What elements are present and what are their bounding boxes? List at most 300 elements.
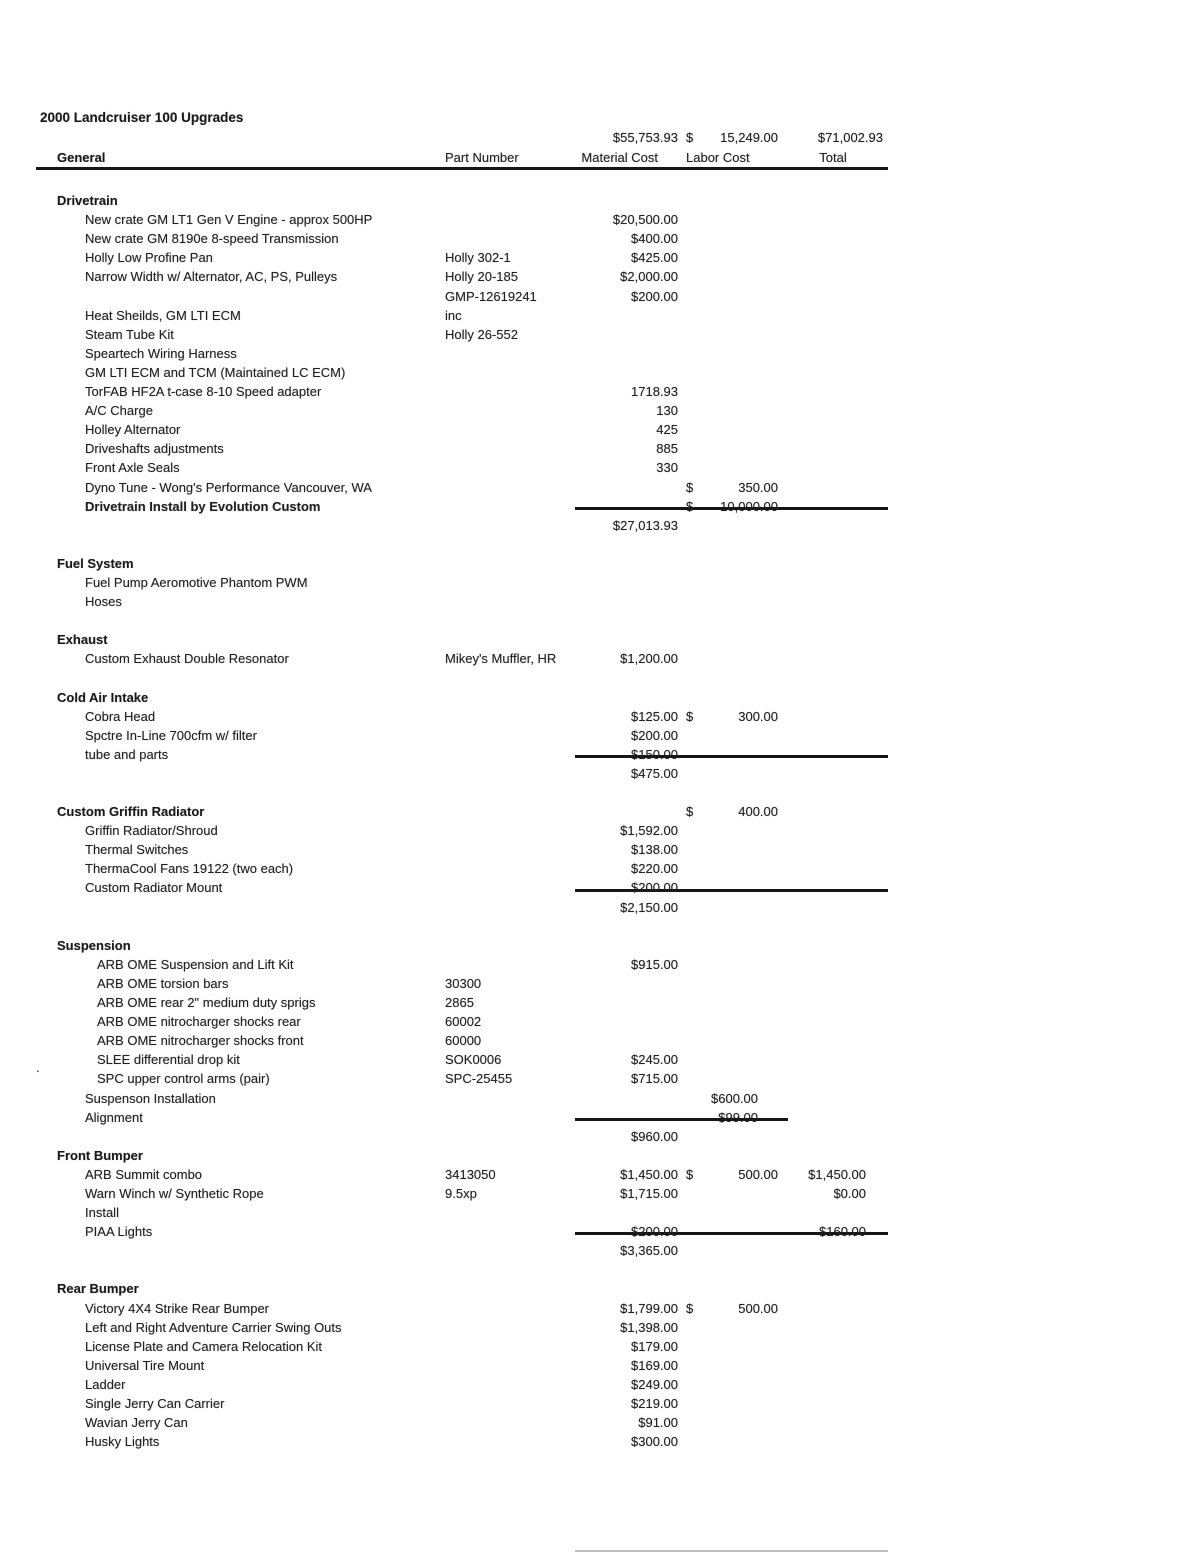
labor-cost	[678, 1146, 778, 1165]
labor-cost: 300.00	[738, 708, 778, 724]
labor-cost	[678, 688, 778, 707]
item-row	[40, 1203, 908, 1222]
material-cost	[545, 936, 678, 955]
part-number	[445, 878, 545, 897]
part-number	[445, 1241, 545, 1260]
total-cost	[778, 554, 908, 573]
total-cost	[778, 592, 908, 611]
total-cost	[778, 955, 908, 974]
item-label: New crate GM LT1 Gen V Engine - approx 500HP	[85, 212, 373, 228]
labor-cost	[678, 401, 778, 420]
grand-totals-row	[40, 128, 908, 148]
item-row	[40, 267, 908, 286]
item-row	[40, 1012, 908, 1031]
section-title: Suspension	[57, 937, 131, 953]
subtotal-material-cost: $475.00	[631, 765, 678, 781]
item-row	[40, 1031, 908, 1050]
material-cost	[545, 306, 678, 325]
labor-cost-cell	[678, 1299, 778, 1318]
item-row	[40, 325, 908, 344]
item-row	[40, 1069, 908, 1088]
part-number	[445, 1318, 545, 1337]
material-cost: $91.00	[638, 1415, 678, 1431]
item-row	[40, 1413, 908, 1432]
item-row	[40, 210, 908, 229]
part-number	[445, 1108, 545, 1127]
material-cost: $915.00	[631, 956, 678, 972]
dollar-sign: $	[686, 130, 694, 145]
material-cost	[545, 1089, 678, 1108]
item-row	[40, 1050, 908, 1069]
labor-cost: 10,000.00	[720, 498, 778, 514]
item-row	[40, 1089, 908, 1108]
labor-cost: 400.00	[738, 804, 778, 820]
labor-cost	[678, 229, 778, 248]
item-row	[40, 573, 908, 592]
spacer	[40, 917, 908, 936]
page-title: 2000 Landcruiser 100 Upgrades	[40, 110, 244, 125]
total-cost	[778, 1146, 908, 1165]
total-cost	[778, 267, 908, 286]
part-number: Holly 302-1	[445, 250, 511, 266]
total-cost	[778, 210, 908, 229]
labor-cost	[678, 764, 778, 783]
labor-cost	[678, 306, 778, 325]
dollar-sign: $	[686, 1300, 694, 1316]
material-cost	[545, 1108, 678, 1127]
subtotal-row	[40, 516, 908, 535]
section-row	[40, 554, 908, 573]
material-cost: $2,000.00	[620, 269, 678, 285]
part-number	[445, 840, 545, 859]
item-label	[40, 1241, 445, 1260]
labor-cost	[678, 458, 778, 477]
labor-cost	[678, 287, 778, 306]
section-title: Front Bumper	[57, 1147, 143, 1163]
part-number	[445, 420, 545, 439]
dollar-sign: $	[686, 1166, 694, 1182]
total-cost	[778, 1050, 908, 1069]
material-cost	[545, 497, 678, 516]
item-row	[40, 974, 908, 993]
total-cost	[778, 1337, 908, 1356]
item-label: Universal Tire Mount	[85, 1357, 205, 1373]
total-cost	[778, 745, 908, 764]
part-number	[445, 726, 545, 745]
labor-cost	[678, 1012, 778, 1031]
labor-cost	[678, 1241, 778, 1260]
part-number: inc	[445, 307, 462, 323]
item-row	[40, 229, 908, 248]
item-label: Front Axle Seals	[85, 460, 180, 476]
item-label: GM LTI ECM and TCM (Maintained LC ECM)	[85, 364, 346, 380]
subtotal-row	[40, 764, 908, 783]
part-number	[445, 745, 545, 764]
spacer	[40, 535, 908, 554]
total-cost	[778, 382, 908, 401]
part-number: 2865	[445, 995, 474, 1011]
labor-cost-cell	[678, 707, 778, 726]
part-number	[445, 554, 545, 573]
total-cost	[778, 191, 908, 210]
labor-cost	[678, 936, 778, 955]
item-row	[40, 1108, 908, 1127]
labor-cost	[678, 1184, 778, 1203]
item-row	[40, 878, 908, 897]
item-label	[40, 1127, 445, 1146]
labor-cost: $600.00	[711, 1090, 758, 1106]
item-label: ARB OME rear 2" medium duty sprigs	[97, 995, 316, 1011]
item-row	[40, 592, 908, 611]
spacer	[40, 1260, 908, 1279]
labor-cost: $99.00	[718, 1109, 758, 1125]
item-label: Drivetrain Install by Evolution Custom	[85, 498, 321, 514]
labor-cost-cell	[678, 802, 778, 821]
item-row	[40, 1299, 908, 1318]
labor-cost	[678, 1279, 778, 1298]
labor-cost	[678, 1069, 778, 1088]
material-cost	[545, 630, 678, 649]
total-cost	[778, 974, 908, 993]
part-number: 60000	[445, 1033, 482, 1049]
total-cost	[778, 859, 908, 878]
material-cost: 425	[656, 422, 678, 438]
part-number	[445, 210, 545, 229]
part-number: 30300	[445, 975, 482, 991]
item-label: ThermaCool Fans 19122 (two each)	[85, 861, 294, 877]
total-cost	[778, 726, 908, 745]
total-cost	[778, 1299, 908, 1318]
labor-cost: 350.00	[738, 479, 778, 495]
labor-cost	[678, 1318, 778, 1337]
grand-total: $71,002.93	[817, 130, 883, 145]
part-number	[445, 1299, 545, 1318]
item-label: Heat Sheilds, GM LTI ECM	[85, 307, 241, 323]
section-row	[40, 936, 908, 955]
spacer	[40, 611, 908, 630]
item-label: ARB Summit combo	[85, 1166, 203, 1182]
item-row	[40, 1394, 908, 1413]
labor-cost	[678, 955, 778, 974]
item-label: A/C Charge	[85, 403, 153, 419]
material-cost: $220.00	[631, 861, 678, 877]
total-cost	[778, 1108, 908, 1127]
grand-total-material: $55,753.93	[612, 130, 678, 145]
section-row	[40, 1279, 908, 1298]
part-number	[445, 1394, 545, 1413]
material-cost: $715.00	[631, 1071, 678, 1087]
item-label: Custom Radiator Mount	[85, 880, 223, 896]
column-header-material-cost: Material Cost	[581, 150, 658, 165]
part-number	[445, 458, 545, 477]
material-cost: $1,450.00	[620, 1166, 678, 1182]
total-cost	[778, 688, 908, 707]
total-cost	[778, 344, 908, 363]
item-label: Wavian Jerry Can	[85, 1415, 188, 1431]
part-number	[445, 1356, 545, 1375]
labor-cost	[678, 248, 778, 267]
item-row	[40, 1165, 908, 1184]
total-cost	[778, 649, 908, 668]
item-label: Thermal Switches	[85, 842, 189, 858]
part-number	[445, 1432, 545, 1451]
total-cost	[778, 573, 908, 592]
item-label: Spctre In-Line 700cfm w/ filter	[85, 727, 257, 743]
part-number	[445, 363, 545, 382]
sheet	[40, 108, 908, 1451]
item-row	[40, 1356, 908, 1375]
column-header-general: General	[57, 150, 106, 165]
material-cost: $179.00	[631, 1338, 678, 1354]
dollar-sign: $	[686, 479, 694, 495]
material-cost: $200.00	[631, 288, 678, 304]
item-row	[40, 401, 908, 420]
item-label: SPC upper control arms (pair)	[97, 1071, 270, 1087]
material-cost: $1,200.00	[620, 651, 678, 667]
material-cost: $1,398.00	[620, 1319, 678, 1335]
total-cost	[778, 1203, 908, 1222]
item-row	[40, 1222, 908, 1241]
total-cost	[778, 1413, 908, 1432]
item-label: Narrow Width w/ Alternator, AC, PS, Pulleys	[85, 269, 338, 285]
item-label: Left and Right Adventure Carrier Swing Outs	[85, 1319, 342, 1335]
material-cost	[545, 478, 678, 497]
item-label: SLEE differential drop kit	[97, 1052, 240, 1068]
part-number	[445, 688, 545, 707]
part-number	[445, 439, 545, 458]
part-number	[445, 898, 545, 917]
item-label: Steam Tube Kit	[85, 326, 174, 342]
total-cost	[778, 478, 908, 497]
item-row	[40, 726, 908, 745]
item-row	[40, 306, 908, 325]
labor-cost	[678, 267, 778, 286]
item-row	[40, 840, 908, 859]
material-cost	[545, 363, 678, 382]
part-number	[445, 955, 545, 974]
part-number	[445, 382, 545, 401]
part-number	[445, 516, 545, 535]
labor-cost	[678, 344, 778, 363]
material-cost: $219.00	[631, 1396, 678, 1411]
total-cost	[778, 707, 908, 726]
dollar-sign: $	[686, 708, 694, 724]
item-row	[40, 497, 908, 516]
item-label	[40, 516, 445, 535]
labor-cost	[678, 573, 778, 592]
material-cost: $20,500.00	[612, 212, 678, 228]
item-label: Ladder	[85, 1376, 126, 1392]
total-cost	[778, 1318, 908, 1337]
dollar-sign: $	[686, 804, 694, 820]
total-cost	[778, 458, 908, 477]
total-cost: $0.00	[833, 1185, 866, 1201]
item-label: ARB OME torsion bars	[97, 975, 229, 991]
subtotal-material-cost: $27,013.93	[612, 517, 678, 533]
item-row	[40, 859, 908, 878]
material-cost	[545, 554, 678, 573]
total-cost	[778, 497, 908, 516]
labor-cost	[678, 1222, 778, 1241]
subtotal-material-cost: $2,150.00	[620, 899, 678, 915]
material-cost	[545, 573, 678, 592]
total-cost: $160.00	[819, 1224, 866, 1240]
section-title: Exhaust	[57, 632, 108, 648]
material-cost	[545, 1279, 678, 1298]
item-label: Alignment	[85, 1109, 143, 1125]
item-row	[40, 420, 908, 439]
material-cost	[545, 688, 678, 707]
grand-total-labor-cell	[678, 128, 778, 148]
item-label: ARB OME nitrocharger shocks front	[97, 1033, 304, 1049]
part-number	[445, 821, 545, 840]
labor-cost	[678, 840, 778, 859]
part-number	[445, 344, 545, 363]
part-number: GMP-12619241	[445, 288, 537, 304]
labor-cost-cell	[678, 478, 778, 497]
part-number: Mikey's Muffler, HR	[445, 651, 557, 667]
part-number	[445, 1279, 545, 1298]
labor-cost	[678, 1413, 778, 1432]
item-row	[40, 1184, 908, 1203]
labor-cost	[678, 630, 778, 649]
material-cost: $245.00	[631, 1052, 678, 1068]
item-label: Cobra Head	[85, 708, 156, 724]
part-number: 3413050	[445, 1166, 496, 1182]
total-cost	[778, 229, 908, 248]
part-number	[445, 707, 545, 726]
section-row	[40, 191, 908, 210]
item-row	[40, 745, 908, 764]
total-cost: $1,450.00	[808, 1166, 866, 1182]
total-cost	[778, 1031, 908, 1050]
material-cost: $300.00	[631, 1434, 678, 1450]
section-row	[40, 802, 908, 821]
total-cost	[778, 1127, 908, 1146]
part-number: Holly 26-552	[445, 326, 518, 342]
total-cost	[778, 840, 908, 859]
item-row	[40, 458, 908, 477]
labor-cost	[678, 1394, 778, 1413]
labor-cost: 500.00	[738, 1166, 778, 1182]
total-cost	[778, 248, 908, 267]
total-cost	[778, 764, 908, 783]
total-cost	[778, 878, 908, 897]
material-cost: $169.00	[631, 1357, 678, 1373]
labor-cost	[678, 1031, 778, 1050]
part-number	[445, 592, 545, 611]
total-cost	[778, 287, 908, 306]
labor-cost	[678, 420, 778, 439]
part-number	[445, 764, 545, 783]
section-title: Cold Air Intake	[57, 689, 149, 705]
item-row	[40, 1375, 908, 1394]
material-cost: $1,715.00	[620, 1185, 678, 1201]
part-number	[445, 401, 545, 420]
labor-cost	[678, 1203, 778, 1222]
total-cost	[778, 1394, 908, 1413]
labor-cost	[678, 649, 778, 668]
material-cost: $425.00	[631, 250, 678, 266]
labor-cost	[678, 821, 778, 840]
material-cost	[545, 344, 678, 363]
item-label: Suspenson Installation	[85, 1090, 216, 1106]
part-number	[445, 478, 545, 497]
part-number	[445, 229, 545, 248]
labor-cost	[678, 191, 778, 210]
item-label	[40, 764, 445, 783]
labor-cost	[678, 516, 778, 535]
part-number	[445, 802, 545, 821]
labor-cost	[678, 745, 778, 764]
labor-cost	[678, 726, 778, 745]
item-label: Driveshafts adjustments	[85, 441, 224, 457]
material-cost: $138.00	[631, 842, 678, 858]
item-label: TorFAB HF2A t-case 8-10 Speed adapter	[85, 384, 322, 400]
section-row	[40, 1146, 908, 1165]
material-cost	[545, 1203, 678, 1222]
grand-totals-spacer	[445, 128, 545, 148]
part-number	[445, 936, 545, 955]
total-cost	[778, 1089, 908, 1108]
labor-cost	[678, 1337, 778, 1356]
spacer	[40, 170, 908, 191]
material-cost: 330	[656, 460, 678, 476]
item-label: PIAA Lights	[85, 1224, 153, 1240]
item-label: Custom Exhaust Double Resonator	[85, 651, 289, 667]
material-cost: 130	[656, 403, 678, 419]
total-cost	[778, 516, 908, 535]
section-title: Custom Griffin Radiator	[57, 804, 205, 820]
column-headers-row	[40, 148, 908, 167]
total-cost	[778, 325, 908, 344]
material-cost	[545, 1146, 678, 1165]
part-number: Holly 20-185	[445, 269, 518, 285]
total-cost	[778, 1432, 908, 1451]
material-cost: $400.00	[631, 231, 678, 247]
material-cost: $249.00	[631, 1376, 678, 1392]
part-number	[445, 497, 545, 516]
section-row	[40, 688, 908, 707]
material-cost	[545, 993, 678, 1012]
total-cost	[778, 1279, 908, 1298]
item-row	[40, 955, 908, 974]
item-row	[40, 821, 908, 840]
item-row	[40, 649, 908, 668]
total-cost	[778, 936, 908, 955]
material-cost: $200.00	[631, 880, 678, 896]
item-label: Single Jerry Can Carrier	[85, 1396, 225, 1411]
material-cost: 885	[656, 441, 678, 457]
item-label: License Plate and Camera Relocation Kit	[85, 1338, 323, 1354]
line-items	[40, 191, 908, 1451]
material-cost	[545, 191, 678, 210]
item-row	[40, 993, 908, 1012]
total-cost	[778, 420, 908, 439]
material-cost	[545, 1031, 678, 1050]
item-row	[40, 478, 908, 497]
labor-cost	[678, 325, 778, 344]
labor-cost	[678, 382, 778, 401]
labor-cost	[678, 439, 778, 458]
column-header-labor-cost: Labor Cost	[686, 150, 750, 165]
part-number	[445, 1222, 545, 1241]
item-row	[40, 382, 908, 401]
grand-totals-spacer	[40, 128, 445, 148]
labor-cost	[678, 1356, 778, 1375]
labor-cost	[678, 974, 778, 993]
subtotal-material-cost: $3,365.00	[620, 1243, 678, 1259]
